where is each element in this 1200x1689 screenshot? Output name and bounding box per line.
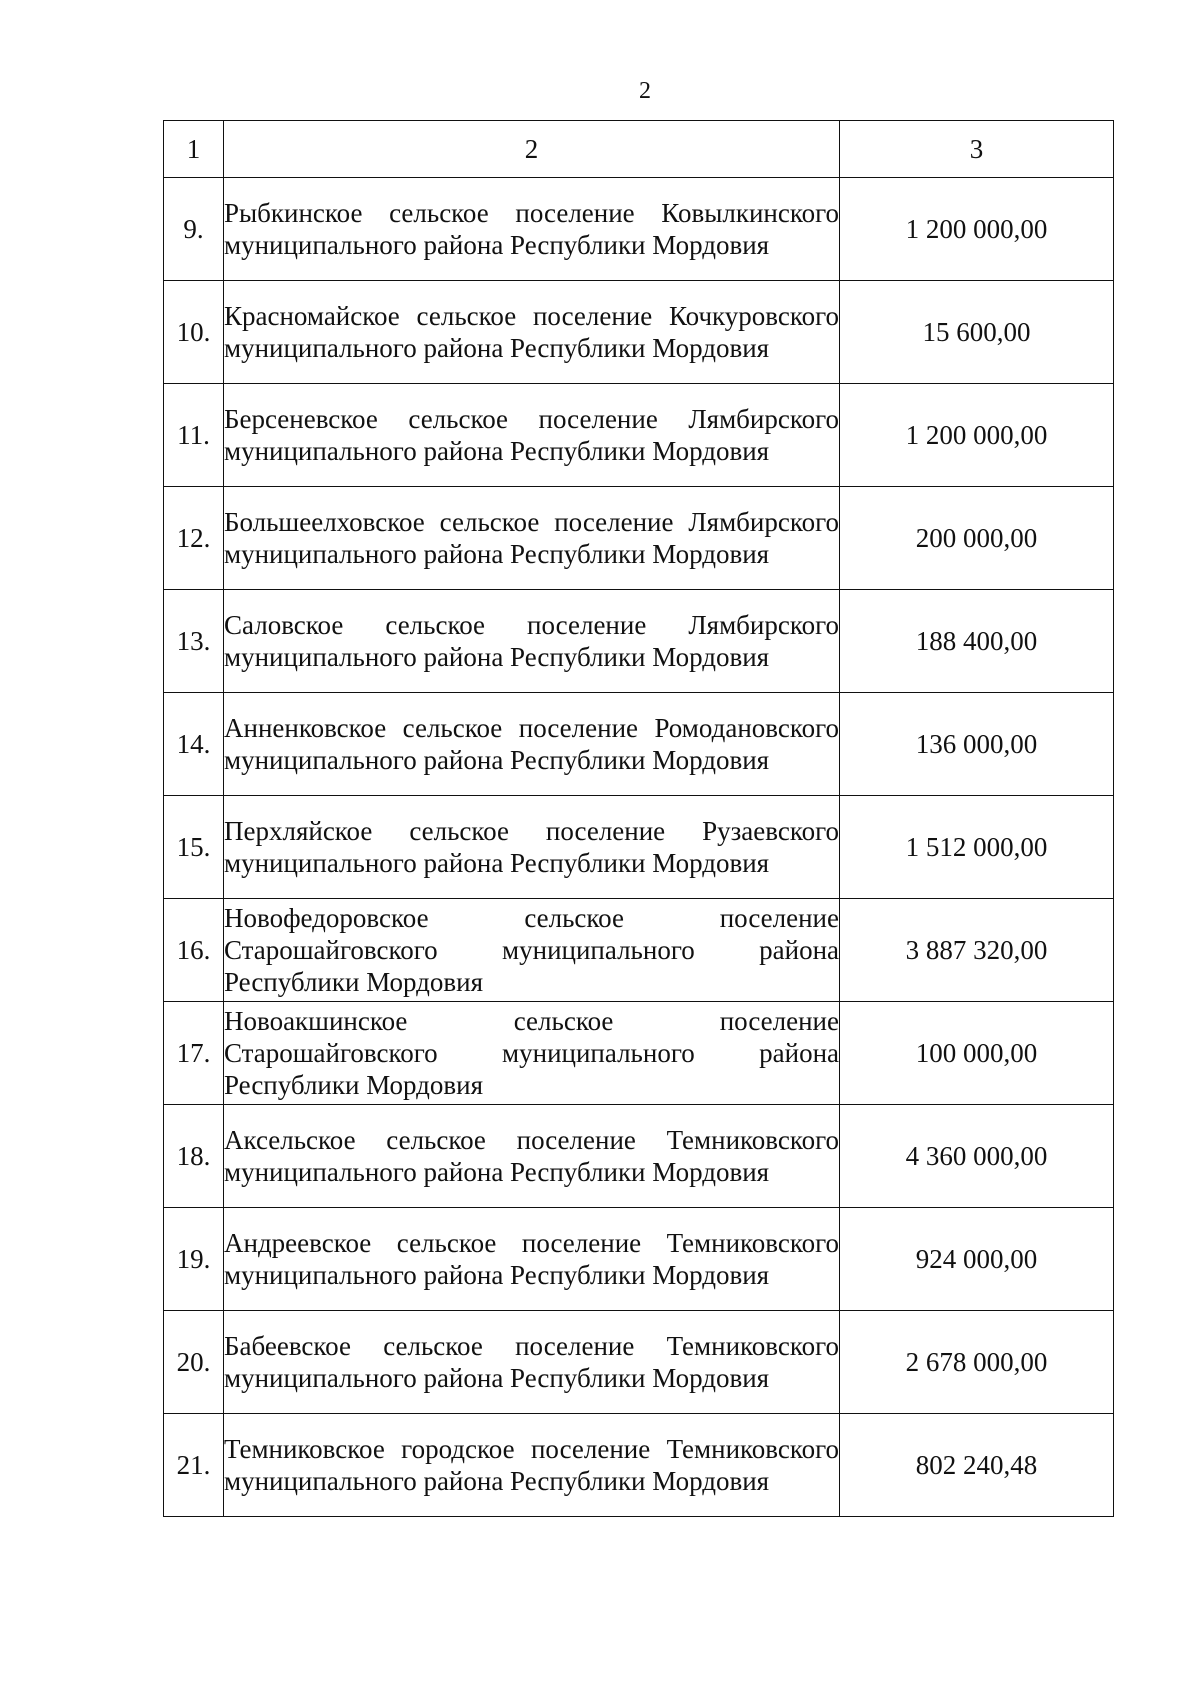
settlement-name: Бабеевское сельское поселение Темниковского муниципального района Республики Мордовия bbox=[224, 1311, 840, 1414]
settlement-name: Красномайское сельское поселение Кочкуровского муниципального района Республики Мордовия bbox=[224, 281, 840, 384]
table-row bbox=[164, 1105, 1114, 1208]
settlement-name: Аксельское сельское поселение Темниковского муниципального района Республики Мордовия bbox=[224, 1105, 840, 1208]
row-number: 12. bbox=[164, 487, 224, 590]
table-row bbox=[164, 1002, 1114, 1105]
amount-value: 2 678 000,00 bbox=[840, 1311, 1114, 1414]
settlement-name: Большеелховское сельское поселение Лямбирского муниципального района Республики Мордовия bbox=[224, 487, 840, 590]
amount-value: 802 240,48 bbox=[840, 1414, 1114, 1517]
row-number: 9. bbox=[164, 178, 224, 281]
amount-value: 136 000,00 bbox=[840, 693, 1114, 796]
settlement-name: Новоакшинское сельское поселение Старошайговского муниципального района Республики Мордовия bbox=[224, 1002, 840, 1105]
column-header-amount: 3 bbox=[840, 121, 1114, 178]
row-number: 17. bbox=[164, 1002, 224, 1105]
table-row bbox=[164, 487, 1114, 590]
settlement-name: Рыбкинское сельское поселение Ковылкинского муниципального района Республики Мордовия bbox=[224, 178, 840, 281]
settlement-name: Новофедоровское сельское поселение Старошайговского муниципального района Республики Мордовия bbox=[224, 899, 840, 1002]
budget-table bbox=[163, 120, 1114, 1517]
column-header-name: 2 bbox=[224, 121, 840, 178]
settlement-name: Темниковское городское поселение Темниковского муниципального района Республики Мордовия bbox=[224, 1414, 840, 1517]
amount-value: 1 512 000,00 bbox=[840, 796, 1114, 899]
table-header-row bbox=[164, 121, 1114, 178]
table-row bbox=[164, 1208, 1114, 1311]
amount-value: 3 887 320,00 bbox=[840, 899, 1114, 1002]
table-row bbox=[164, 178, 1114, 281]
row-number: 11. bbox=[164, 384, 224, 487]
amount-value: 188 400,00 bbox=[840, 590, 1114, 693]
table-row bbox=[164, 693, 1114, 796]
row-number: 21. bbox=[164, 1414, 224, 1517]
settlement-name: Берсеневское сельское поселение Лямбирского муниципального района Республики Мордовия bbox=[224, 384, 840, 487]
table-row bbox=[164, 384, 1114, 487]
amount-value: 924 000,00 bbox=[840, 1208, 1114, 1311]
row-number: 20. bbox=[164, 1311, 224, 1414]
page-number: 2 bbox=[639, 78, 651, 104]
row-number: 15. bbox=[164, 796, 224, 899]
row-number: 18. bbox=[164, 1105, 224, 1208]
table-row bbox=[164, 590, 1114, 693]
row-number: 16. bbox=[164, 899, 224, 1002]
amount-value: 100 000,00 bbox=[840, 1002, 1114, 1105]
table-row bbox=[164, 1414, 1114, 1517]
settlement-name: Анненковское сельское поселение Ромодановского муниципального района Республики Мордовия bbox=[224, 693, 840, 796]
amount-value: 15 600,00 bbox=[840, 281, 1114, 384]
table-row bbox=[164, 281, 1114, 384]
settlement-name: Перхляйское сельское поселение Рузаевского муниципального района Республики Мордовия bbox=[224, 796, 840, 899]
table-row bbox=[164, 1311, 1114, 1414]
row-number: 19. bbox=[164, 1208, 224, 1311]
settlement-name: Андреевское сельское поселение Темниковского муниципального района Республики Мордовия bbox=[224, 1208, 840, 1311]
row-number: 14. bbox=[164, 693, 224, 796]
amount-value: 4 360 000,00 bbox=[840, 1105, 1114, 1208]
amount-value: 1 200 000,00 bbox=[840, 178, 1114, 281]
amount-value: 1 200 000,00 bbox=[840, 384, 1114, 487]
row-number: 13. bbox=[164, 590, 224, 693]
table-body bbox=[164, 121, 1114, 1517]
table-row bbox=[164, 899, 1114, 1002]
table-row bbox=[164, 796, 1114, 899]
row-number: 10. bbox=[164, 281, 224, 384]
settlement-name: Саловское сельское поселение Лямбирского муниципального района Республики Мордовия bbox=[224, 590, 840, 693]
column-header-number: 1 bbox=[164, 121, 224, 178]
amount-value: 200 000,00 bbox=[840, 487, 1114, 590]
